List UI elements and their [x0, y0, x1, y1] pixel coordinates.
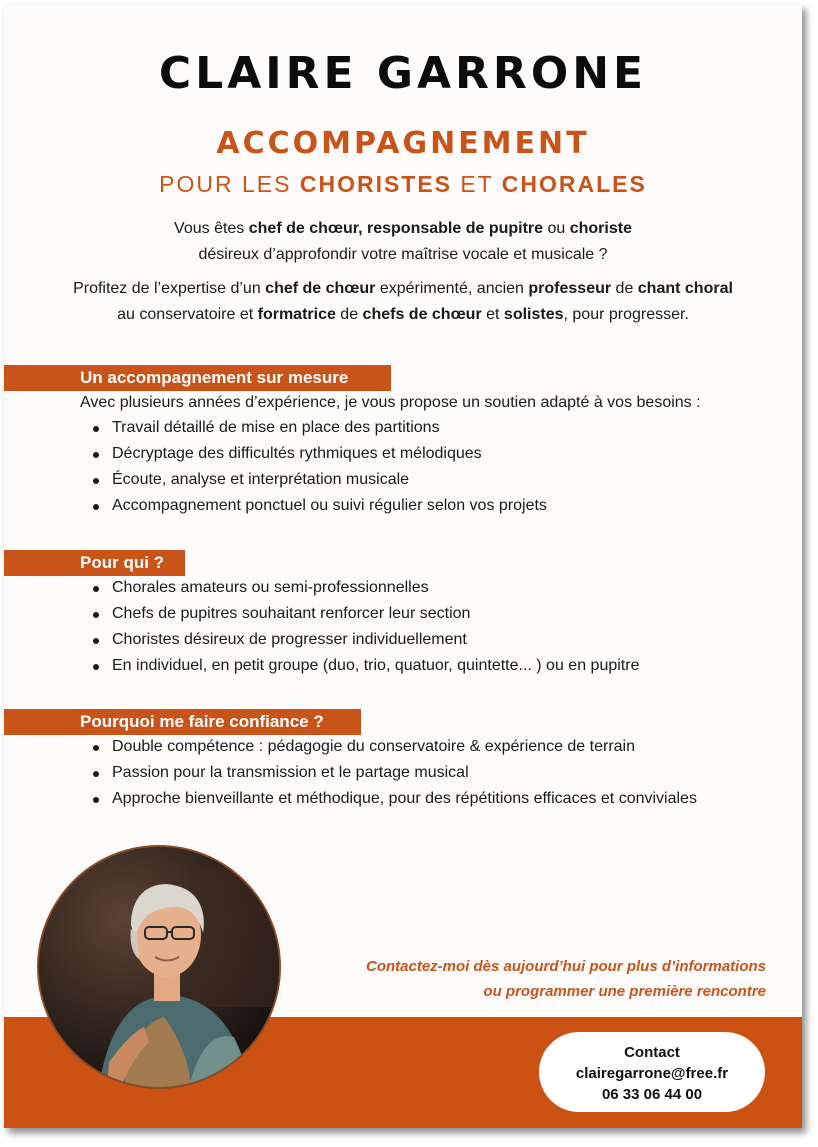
- cta-line-1: Contactez-moi dès aujourd’hui pour plus d’informations: [365, 958, 766, 975]
- list-pour-qui: [88, 575, 639, 679]
- bullet-icon: [93, 426, 99, 432]
- bullet-icon: [93, 745, 99, 751]
- contact-label: Contact: [624, 1044, 680, 1061]
- list-item: En individuel, en petit groupe (duo, trio, quatuor, quintette... ) ou en pupitre: [88, 653, 639, 679]
- section-heading-confiance: Pourquoi me faire confiance ?: [4, 709, 361, 735]
- bullet-icon: [93, 452, 99, 458]
- section-heading-sur-mesure: Un accompagnement sur mesure: [4, 365, 391, 391]
- main-title: ACCOMPAGNEMENT: [216, 126, 590, 161]
- bullet-icon: [93, 797, 99, 803]
- list-item: Chefs de pupitres souhaitant renforcer leur section: [88, 601, 639, 627]
- intro-2-line-1: Profitez de l’expertise d’un chef de chœur expérimenté, ancien professeur de chant choral: [73, 280, 733, 297]
- bullet-icon: [93, 612, 99, 618]
- intro-paragraph-1: [4, 216, 802, 268]
- intro-paragraph-2: [4, 276, 802, 328]
- contact-phone[interactable]: 06 33 06 44 00: [601, 1086, 703, 1103]
- flyer-page: [4, 4, 802, 1128]
- portrait-illustration: [39, 847, 279, 1087]
- intro-1-line-2: désireux d’approfondir votre maîtrise vocale et musicale ?: [198, 246, 608, 263]
- portrait-photo: [39, 847, 279, 1087]
- bullet-icon: [93, 638, 99, 644]
- bullet-icon: [93, 586, 99, 592]
- list-item: Choristes désireux de progresser individuellement: [88, 627, 639, 653]
- list-item: Approche bienveillante et méthodique, pour des répétitions efficaces et conviviales: [88, 786, 697, 812]
- list-item: Décryptage des difficultés rythmiques et mélodiques: [88, 441, 547, 467]
- bullet-icon: [93, 771, 99, 777]
- cta-line-2: ou programmer une première rencontre: [483, 983, 766, 1000]
- list-item: Passion pour la transmission et le partage musical: [88, 760, 697, 786]
- list-item: Accompagnement ponctuel ou suivi régulier selon vos projets: [88, 493, 547, 519]
- bullet-icon: [93, 664, 99, 670]
- list-item: Chorales amateurs ou semi-professionnelles: [88, 575, 639, 601]
- intro-2-line-2: au conservatoire et formatrice de chefs de chœur et solistes, pour progresser.: [117, 306, 689, 323]
- subtitle: POUR LES CHORISTES ET CHORALES: [159, 171, 647, 197]
- author-name: CLAIRE GARRONE: [158, 48, 648, 99]
- list-item: Double compétence : pédagogie du conservatoire & expérience de terrain: [88, 734, 697, 760]
- section-intro-text: Avec plusieurs années d’expérience, je vous propose un soutien adapté à vos besoins :: [80, 394, 701, 411]
- list-item: Travail détaillé de mise en place des partitions: [88, 415, 547, 441]
- contact-card: [539, 1032, 765, 1112]
- section-heading-pour-qui: Pour qui ?: [4, 550, 185, 576]
- bullet-icon: [93, 478, 99, 484]
- list-sur-mesure: [88, 415, 547, 519]
- intro-1-line-1: Vous êtes chef de chœur, responsable de pupitre ou choriste: [174, 220, 632, 237]
- contact-email[interactable]: clairegarrone@free.fr: [575, 1065, 729, 1082]
- call-to-action: [366, 954, 766, 1004]
- bullet-icon: [93, 504, 99, 510]
- list-item: Écoute, analyse et interprétation musicale: [88, 467, 547, 493]
- list-confiance: [88, 734, 697, 812]
